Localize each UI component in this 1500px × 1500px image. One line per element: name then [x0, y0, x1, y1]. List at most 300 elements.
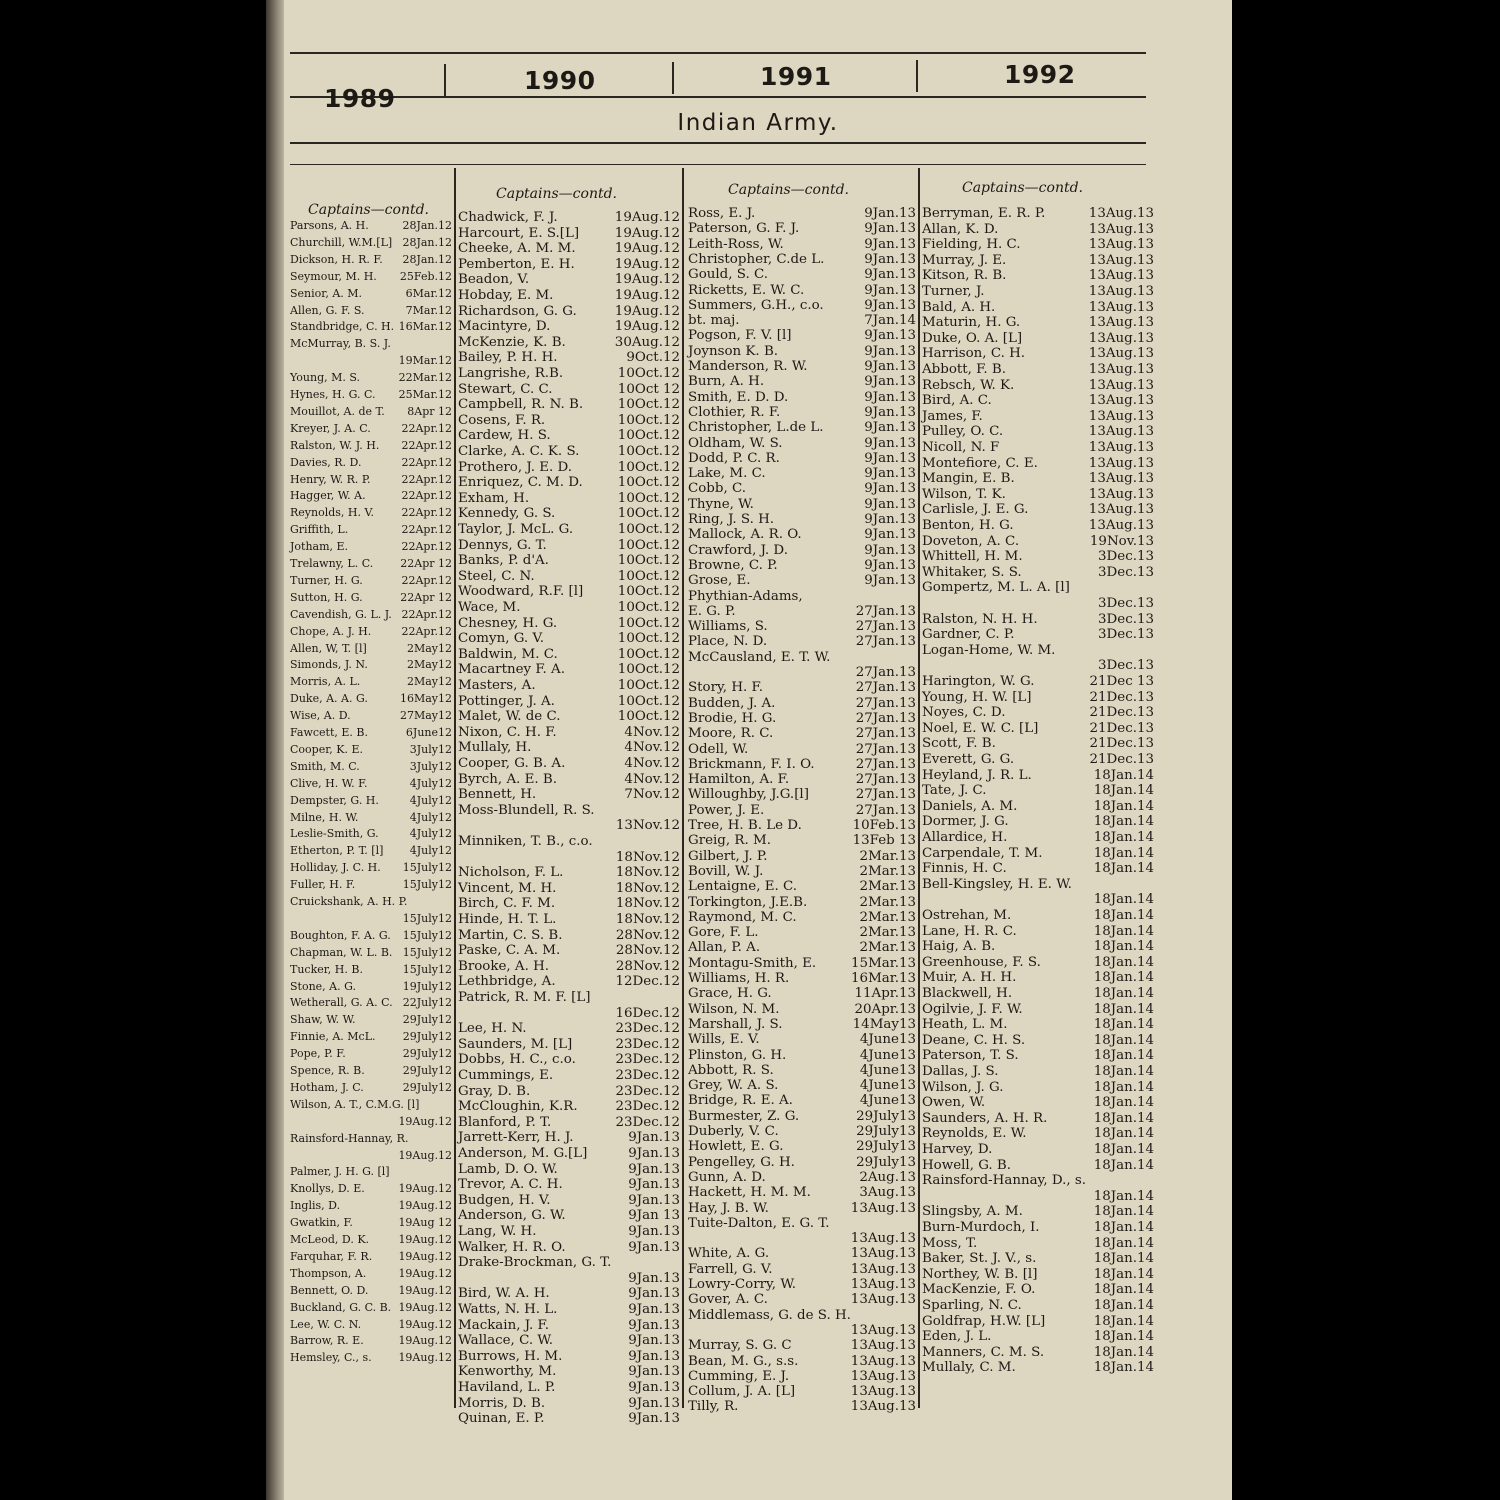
seniority-date: 25Feb.12 [399, 269, 452, 283]
seniority-date: 10Oct.12 [617, 709, 680, 725]
list-item [922, 612, 1154, 627]
officer-name: White, A. G. [688, 1246, 770, 1262]
officer-name: Wetherall, G. A. C. [290, 996, 393, 1010]
officer-name: Young, M. S. [290, 371, 361, 385]
officer-name: Allan, K. D. [922, 221, 999, 237]
list-item [922, 1189, 1154, 1204]
list-item [290, 505, 452, 520]
seniority-date: 27Jan.13 [855, 603, 916, 619]
seniority-date: 4July12 [409, 793, 452, 807]
officer-name: Hemsley, C., s. [290, 1351, 372, 1365]
list-item [688, 726, 916, 741]
seniority-date: 10Oct.12 [617, 459, 680, 475]
seniority-date: 4June13 [859, 1062, 916, 1078]
list-item [688, 833, 916, 848]
list-item [688, 680, 916, 695]
seniority-date: 18Jan.14 [1093, 892, 1154, 908]
officer-name: Gwatkin, F. [290, 1216, 353, 1230]
list-item [688, 374, 916, 389]
list-item [688, 1292, 916, 1307]
seniority-date: 18Jan.14 [1093, 798, 1154, 814]
officer-name: Campbell, R. N. B. [458, 397, 584, 413]
officer-name: Chapman, W. L. B. [290, 945, 393, 959]
seniority-date: 6Mar.12 [405, 286, 452, 300]
list-item [290, 590, 452, 605]
list-item [458, 538, 680, 553]
seniority-date: 13Aug.13 [850, 1338, 916, 1354]
officer-name: Watts, N. H. L. [458, 1302, 558, 1317]
officer-name: Clive, H. W. F. [290, 776, 368, 790]
list-item [290, 691, 452, 706]
seniority-date: 19Aug.12 [614, 241, 680, 257]
list-item [458, 662, 680, 677]
seniority-date: 29July13 [856, 1154, 916, 1170]
list-item [290, 573, 452, 588]
list-item [688, 436, 916, 451]
list-item [458, 506, 680, 521]
seniority-date: 29July12 [402, 1047, 452, 1061]
officer-name: Farquhar, F. R. [290, 1249, 373, 1263]
officer-name: Beadon, V. [458, 272, 530, 288]
officer-name: Place, N. D. [688, 634, 768, 650]
list-item [922, 1033, 1154, 1048]
officer-name: Ring, J. S. H. [688, 512, 775, 527]
officer-name: Grey, W. A. S. [688, 1078, 779, 1094]
list-item [458, 912, 680, 927]
seniority-date: 9Jan.13 [864, 328, 916, 344]
officer-name: Willoughby, J.G.[l] [688, 787, 809, 803]
list-item [688, 1323, 916, 1338]
list-item [922, 627, 1154, 642]
officer-name: Paske, C. A. M. [458, 943, 561, 959]
seniority-date: 9Jan.13 [628, 1161, 680, 1177]
list-item [458, 803, 680, 818]
seniority-date: 8Apr 12 [407, 404, 452, 418]
seniority-date: 22Apr 12 [400, 557, 452, 570]
list-item [290, 269, 452, 284]
list-item [688, 1246, 916, 1261]
seniority-date: 27Jan.13 [855, 634, 916, 650]
officer-name: Browne, C. P. [688, 557, 778, 573]
list-item [290, 1249, 452, 1264]
seniority-date: 18Nov.12 [615, 865, 680, 881]
seniority-date: 18Jan.14 [1093, 1204, 1154, 1220]
officer-name: Dobbs, H. C., c.o. [458, 1052, 576, 1068]
seniority-date: 3July12 [409, 742, 452, 756]
officer-name: Finnie, A. McL. [290, 1030, 376, 1044]
list-item [688, 527, 916, 542]
officer-name: Ogilvie, J. F. W. [922, 1001, 1023, 1017]
officer-name: Dodd, P. C. R. [688, 450, 780, 466]
officer-name: Hay, J. B. W. [688, 1200, 769, 1216]
seniority-date: 19Aug.12 [614, 288, 680, 303]
officer-name: Odell, W. [688, 741, 749, 757]
officer-name: Wilson, A. T., C.M.G. [l] [290, 1097, 420, 1111]
seniority-date: 9Jan.13 [628, 1130, 680, 1146]
officer-name: Milne, H. W. [290, 810, 359, 824]
list-item [290, 1300, 452, 1315]
list-item [688, 512, 916, 527]
list-item [688, 237, 916, 252]
officer-name: Lang, W. H. [458, 1224, 537, 1239]
page-number-2: 1990 [524, 66, 596, 95]
list-item [458, 210, 680, 225]
list-item [290, 810, 452, 825]
list-item [458, 678, 680, 693]
officer-name: Bird, A. C. [922, 393, 992, 409]
seniority-date: 13Aug.13 [850, 1368, 916, 1384]
list-item [688, 1201, 916, 1216]
list-item [458, 850, 680, 865]
officer-name: Slingsby, A. M. [922, 1204, 1023, 1220]
seniority-date: 18Jan.14 [1093, 1360, 1154, 1376]
officer-name: Young, H. W. [L] [922, 689, 1032, 705]
seniority-date: 9Jan.13 [864, 481, 916, 497]
list-item [922, 518, 1154, 533]
seniority-date: 4June13 [859, 1078, 916, 1094]
seniority-date: 13Nov.12 [615, 818, 680, 834]
seniority-date: 2Mar.13 [859, 940, 916, 956]
list-item [922, 206, 1154, 221]
seniority-date: 4June13 [859, 1093, 916, 1109]
seniority-date: 22Apr.12 [401, 506, 452, 520]
officer-name: Logan-Home, W. M. [922, 642, 1056, 658]
seniority-date: 2Mar.13 [859, 863, 916, 879]
list-item [922, 549, 1154, 564]
list-item [458, 241, 680, 256]
seniority-date: 18Jan.14 [1093, 986, 1154, 1001]
seniority-date: 10Oct.12 [617, 412, 680, 428]
officer-name: Plinston, G. H. [688, 1047, 787, 1063]
officer-name: Cooper, G. B. A. [458, 756, 566, 771]
officer-name: Gould, S. C. [688, 267, 768, 283]
list-item [922, 1173, 1154, 1188]
officer-name: Chesney, H. G. [458, 615, 558, 631]
officer-name: Abbott, F. B. [922, 362, 1006, 377]
officer-name: Martin, C. S. B. [458, 927, 563, 943]
list-item [922, 892, 1154, 907]
officer-name: Greenhouse, F. S. [922, 954, 1041, 970]
officer-name: Baldwin, M. C. [458, 646, 558, 662]
list-item [290, 522, 452, 537]
officer-name: Oldham, W. S. [688, 435, 783, 451]
list-item [922, 237, 1154, 252]
seniority-date: 13Feb 13 [852, 833, 916, 849]
column-heading: Captains—contd. [496, 186, 617, 202]
seniority-date: 18Jan.14 [1093, 939, 1154, 955]
officer-name: Harington, W. G. [922, 674, 1035, 689]
seniority-date: 18Jan.14 [1093, 1313, 1154, 1329]
seniority-date: 13Aug.13 [1088, 252, 1154, 268]
officer-name: Everett, G. G. [922, 752, 1015, 767]
officer-name: Pemberton, E. H. [458, 256, 575, 272]
seniority-date: 13Aug.13 [850, 1322, 916, 1338]
officer-name: Bennett, H. [458, 787, 537, 803]
officer-name: Chadwick, F. J. [458, 210, 558, 225]
officer-name: Lake, M. C. [688, 466, 766, 482]
officer-name: Dallas, J. S. [922, 1064, 999, 1079]
officer-name: McMurray, B. S. J. [290, 337, 391, 351]
seniority-date: 3July12 [409, 759, 452, 773]
officer-name: Rainsford-Hannay, R. [290, 1131, 409, 1145]
officer-name: Paterson, T. S. [922, 1048, 1019, 1064]
list-item [688, 1032, 916, 1047]
officer-name: Gore, F. L. [688, 925, 759, 941]
officer-name: Wills, E. V. [688, 1032, 760, 1048]
seniority-date: 10Oct.12 [617, 428, 680, 444]
list-item [688, 787, 916, 802]
seniority-date: 11Apr.13 [854, 986, 916, 1002]
seniority-date: 9Jan.13 [628, 1411, 680, 1427]
list-item [290, 979, 452, 994]
officer-name: Bald, A. H. [922, 299, 996, 315]
officer-name: Marshall, J. S. [688, 1016, 783, 1032]
officer-name: Palmer, J. H. G. [l] [290, 1165, 390, 1179]
officer-name: Dennys, G. T. [458, 537, 547, 553]
seniority-date: 7Nov.12 [624, 787, 680, 803]
officer-name: Phythian-Adams, [688, 588, 803, 604]
seniority-date: 20Apr.13 [854, 1001, 916, 1017]
officer-name: Tate, J. C. [922, 783, 987, 799]
list-item [458, 226, 680, 241]
seniority-date: 10Oct.12 [617, 553, 680, 569]
seniority-date: 18Nov.12 [615, 896, 680, 912]
officer-name: Ricketts, E. W. C. [688, 282, 805, 298]
list-item [458, 647, 680, 662]
officer-name: Mullaly, H. [458, 740, 532, 756]
seniority-date: 19Aug.12 [398, 1266, 452, 1280]
list-item [290, 1148, 452, 1163]
seniority-date: 29July13 [856, 1139, 916, 1155]
seniority-date: 2May12 [406, 675, 452, 689]
list-item [290, 742, 452, 757]
list-item [688, 1216, 916, 1231]
list-item [458, 1333, 680, 1348]
officer-name: Moss-Blundell, R. S. [458, 802, 595, 818]
seniority-date: 9Jan.13 [864, 512, 916, 527]
officer-name: Sparling, N. C. [922, 1298, 1022, 1313]
seniority-date: 18Jan.14 [1093, 814, 1154, 830]
officer-name: Cardew, H. S. [458, 428, 551, 444]
officer-name: Mallock, A. R. O. [688, 527, 802, 543]
list-item [922, 362, 1154, 377]
list-item [922, 1204, 1154, 1219]
seniority-date: 27May12 [399, 709, 452, 723]
seniority-date: 27Jan.13 [855, 695, 916, 711]
officer-name: Burmester, Z. G. [688, 1108, 800, 1124]
list-item [458, 319, 680, 334]
list-item [922, 877, 1154, 892]
officer-name: Grace, H. G. [688, 986, 772, 1002]
seniority-date: 13Aug.13 [850, 1231, 916, 1247]
page-number-3: 1991 [760, 62, 832, 91]
seniority-date: 19Aug.12 [614, 272, 680, 288]
seniority-date: 18Jan.14 [1093, 1298, 1154, 1313]
seniority-date: 13Aug.13 [1088, 393, 1154, 409]
seniority-date: 13Aug.13 [1088, 518, 1154, 533]
list-item [458, 1224, 680, 1239]
list-item [458, 1084, 680, 1099]
officer-name: Maturin, H. G. [922, 315, 1021, 331]
officer-name: Gilbert, J. P. [688, 848, 768, 864]
list-item [688, 1185, 916, 1200]
seniority-date: 13Aug.13 [1088, 408, 1154, 424]
seniority-date: 10Oct.12 [617, 678, 680, 693]
officer-name: Dickson, H. R. F. [290, 252, 383, 266]
officer-name: Buckland, G. C. B. [290, 1300, 392, 1314]
list-item [922, 1095, 1154, 1110]
list-item [688, 1048, 916, 1063]
officer-name: Wise, A. D. [290, 709, 351, 723]
officer-name: Stone, A. G. [290, 979, 356, 993]
officer-name: Eden, J. L. [922, 1329, 992, 1345]
officer-name: Enriquez, C. M. D. [458, 475, 583, 491]
officer-name: Ralston, W. J. H. [290, 438, 380, 452]
list-item [458, 382, 680, 397]
officer-name: Bailey, P. H. H. [458, 350, 558, 366]
seniority-date: 18Jan.14 [1093, 830, 1154, 845]
seniority-date: 9Jan.13 [864, 282, 916, 298]
list-item [688, 558, 916, 573]
officer-name: Burn-Murdoch, I. [922, 1220, 1040, 1235]
officer-name: Thompson, A. [290, 1266, 367, 1280]
page-number-1: 1989 [324, 84, 396, 113]
list-item [458, 616, 680, 631]
officer-name: Minniken, T. B., c.o. [458, 834, 593, 849]
officer-name: Wallace, C. W. [458, 1333, 554, 1349]
seniority-date: 18Jan.14 [1093, 1079, 1154, 1095]
officer-name: Murray, J. E. [922, 252, 1007, 268]
seniority-date: 18Jan.14 [1093, 923, 1154, 939]
list-item [688, 665, 916, 680]
column-rule-1 [454, 168, 456, 1408]
list-item [290, 235, 452, 250]
seniority-date: 9Jan.13 [628, 1317, 680, 1333]
list-item [922, 1282, 1154, 1297]
seniority-date: 19Aug.12 [614, 225, 680, 241]
officer-name: Fielding, H. C. [922, 237, 1021, 253]
officer-name: Tilly, R. [688, 1399, 739, 1415]
list-item [922, 924, 1154, 939]
list-item [458, 584, 680, 599]
seniority-date: 13Aug.13 [1088, 486, 1154, 502]
seniority-date: 10Oct.12 [617, 475, 680, 491]
list-item [922, 1080, 1154, 1095]
seniority-date: 13Aug.13 [850, 1292, 916, 1308]
seniority-date: 3Dec.13 [1098, 627, 1154, 643]
seniority-date: 18Jan.14 [1093, 783, 1154, 799]
seniority-date: 18Jan.14 [1093, 1157, 1154, 1173]
list-item [458, 257, 680, 272]
officer-name: Henry, W. R. P. [290, 472, 371, 486]
list-item [688, 772, 916, 787]
list-item [688, 451, 916, 466]
seniority-date: 10Oct.12 [617, 522, 680, 537]
seniority-date: 13Aug.13 [1088, 377, 1154, 393]
list-item [922, 861, 1154, 876]
list-item [290, 708, 452, 723]
list-item [290, 860, 452, 875]
page-number-4: 1992 [1004, 60, 1076, 89]
seniority-date: 3Dec.13 [1098, 658, 1154, 674]
officer-name: Lentaigne, E. C. [688, 879, 798, 895]
list-item [290, 303, 452, 318]
officer-name: Duke, O. A. [L] [922, 330, 1023, 346]
seniority-date: 21Dec.13 [1089, 705, 1154, 721]
seniority-date: 13Aug.13 [850, 1261, 916, 1277]
seniority-date: 23Dec.12 [615, 1114, 680, 1130]
list-item [922, 487, 1154, 502]
officer-name: Farrell, G. V. [688, 1261, 773, 1277]
officer-name: Greig, R. M. [688, 833, 771, 849]
officer-name: Chope, A. J. H. [290, 624, 372, 638]
seniority-date: 22July12 [402, 996, 452, 1010]
officer-name: Trelawny, L. C. [290, 557, 374, 570]
officer-name: Vincent, M. H. [458, 880, 557, 896]
officer-name: Allen, G. F. S. [290, 303, 365, 317]
seniority-date: 22Apr.12 [401, 438, 452, 452]
list-item [688, 864, 916, 879]
list-item [458, 1302, 680, 1317]
officer-name: Haviland, L. P. [458, 1380, 556, 1395]
officer-name: Raymond, M. C. [688, 909, 797, 925]
officer-name: Clarke, A. C. K. S. [458, 444, 580, 459]
officer-name: MacKenzie, F. O. [922, 1282, 1036, 1298]
list-item [688, 298, 916, 313]
list-item [290, 725, 452, 740]
list-item [688, 206, 916, 221]
list-item [688, 283, 916, 298]
list-item [922, 268, 1154, 283]
seniority-date: 18Jan.14 [1093, 1126, 1154, 1142]
list-item [922, 502, 1154, 517]
list-item [922, 721, 1154, 736]
seniority-date: 19Aug.12 [398, 1351, 452, 1365]
seniority-date: 9Jan.13 [864, 267, 916, 283]
seniority-date: 10Oct.12 [617, 662, 680, 678]
seniority-date: 10Oct.12 [617, 693, 680, 709]
list-item [458, 974, 680, 989]
list-item [688, 466, 916, 481]
list-item [688, 1093, 916, 1108]
officer-name: Abbott, R. S. [688, 1062, 774, 1078]
officer-name: Comyn, G. V. [458, 631, 545, 647]
officer-name: Tucker, H. B. [290, 962, 363, 976]
list-item [290, 674, 452, 689]
seniority-date: 14May13 [852, 1016, 916, 1032]
officer-name: Turner, H. G. [290, 573, 363, 587]
list-item [290, 539, 452, 554]
list-item [290, 472, 452, 487]
officer-name: Summers, G.H., c.o. [688, 297, 824, 313]
seniority-date: 19Aug.12 [398, 1148, 452, 1162]
officer-name: Cheeke, A. M. M. [458, 241, 576, 257]
seniority-date: 18Jan.14 [1093, 1017, 1154, 1033]
officer-name: Hamilton, A. F. [688, 772, 790, 788]
seniority-date: 13Aug.13 [1088, 424, 1154, 440]
officer-name: Lane, H. R. C. [922, 923, 1017, 939]
list-item [922, 440, 1154, 455]
list-item [922, 300, 1154, 315]
list-item [688, 267, 916, 282]
list-item [688, 589, 916, 604]
list-item [922, 1220, 1154, 1235]
list-item [688, 925, 916, 940]
seniority-date: 18Jan.14 [1093, 1110, 1154, 1126]
list-item [922, 799, 1154, 814]
officer-name: Byrch, A. E. B. [458, 771, 558, 787]
officer-name: Noel, E. W. C. [L] [922, 720, 1039, 736]
